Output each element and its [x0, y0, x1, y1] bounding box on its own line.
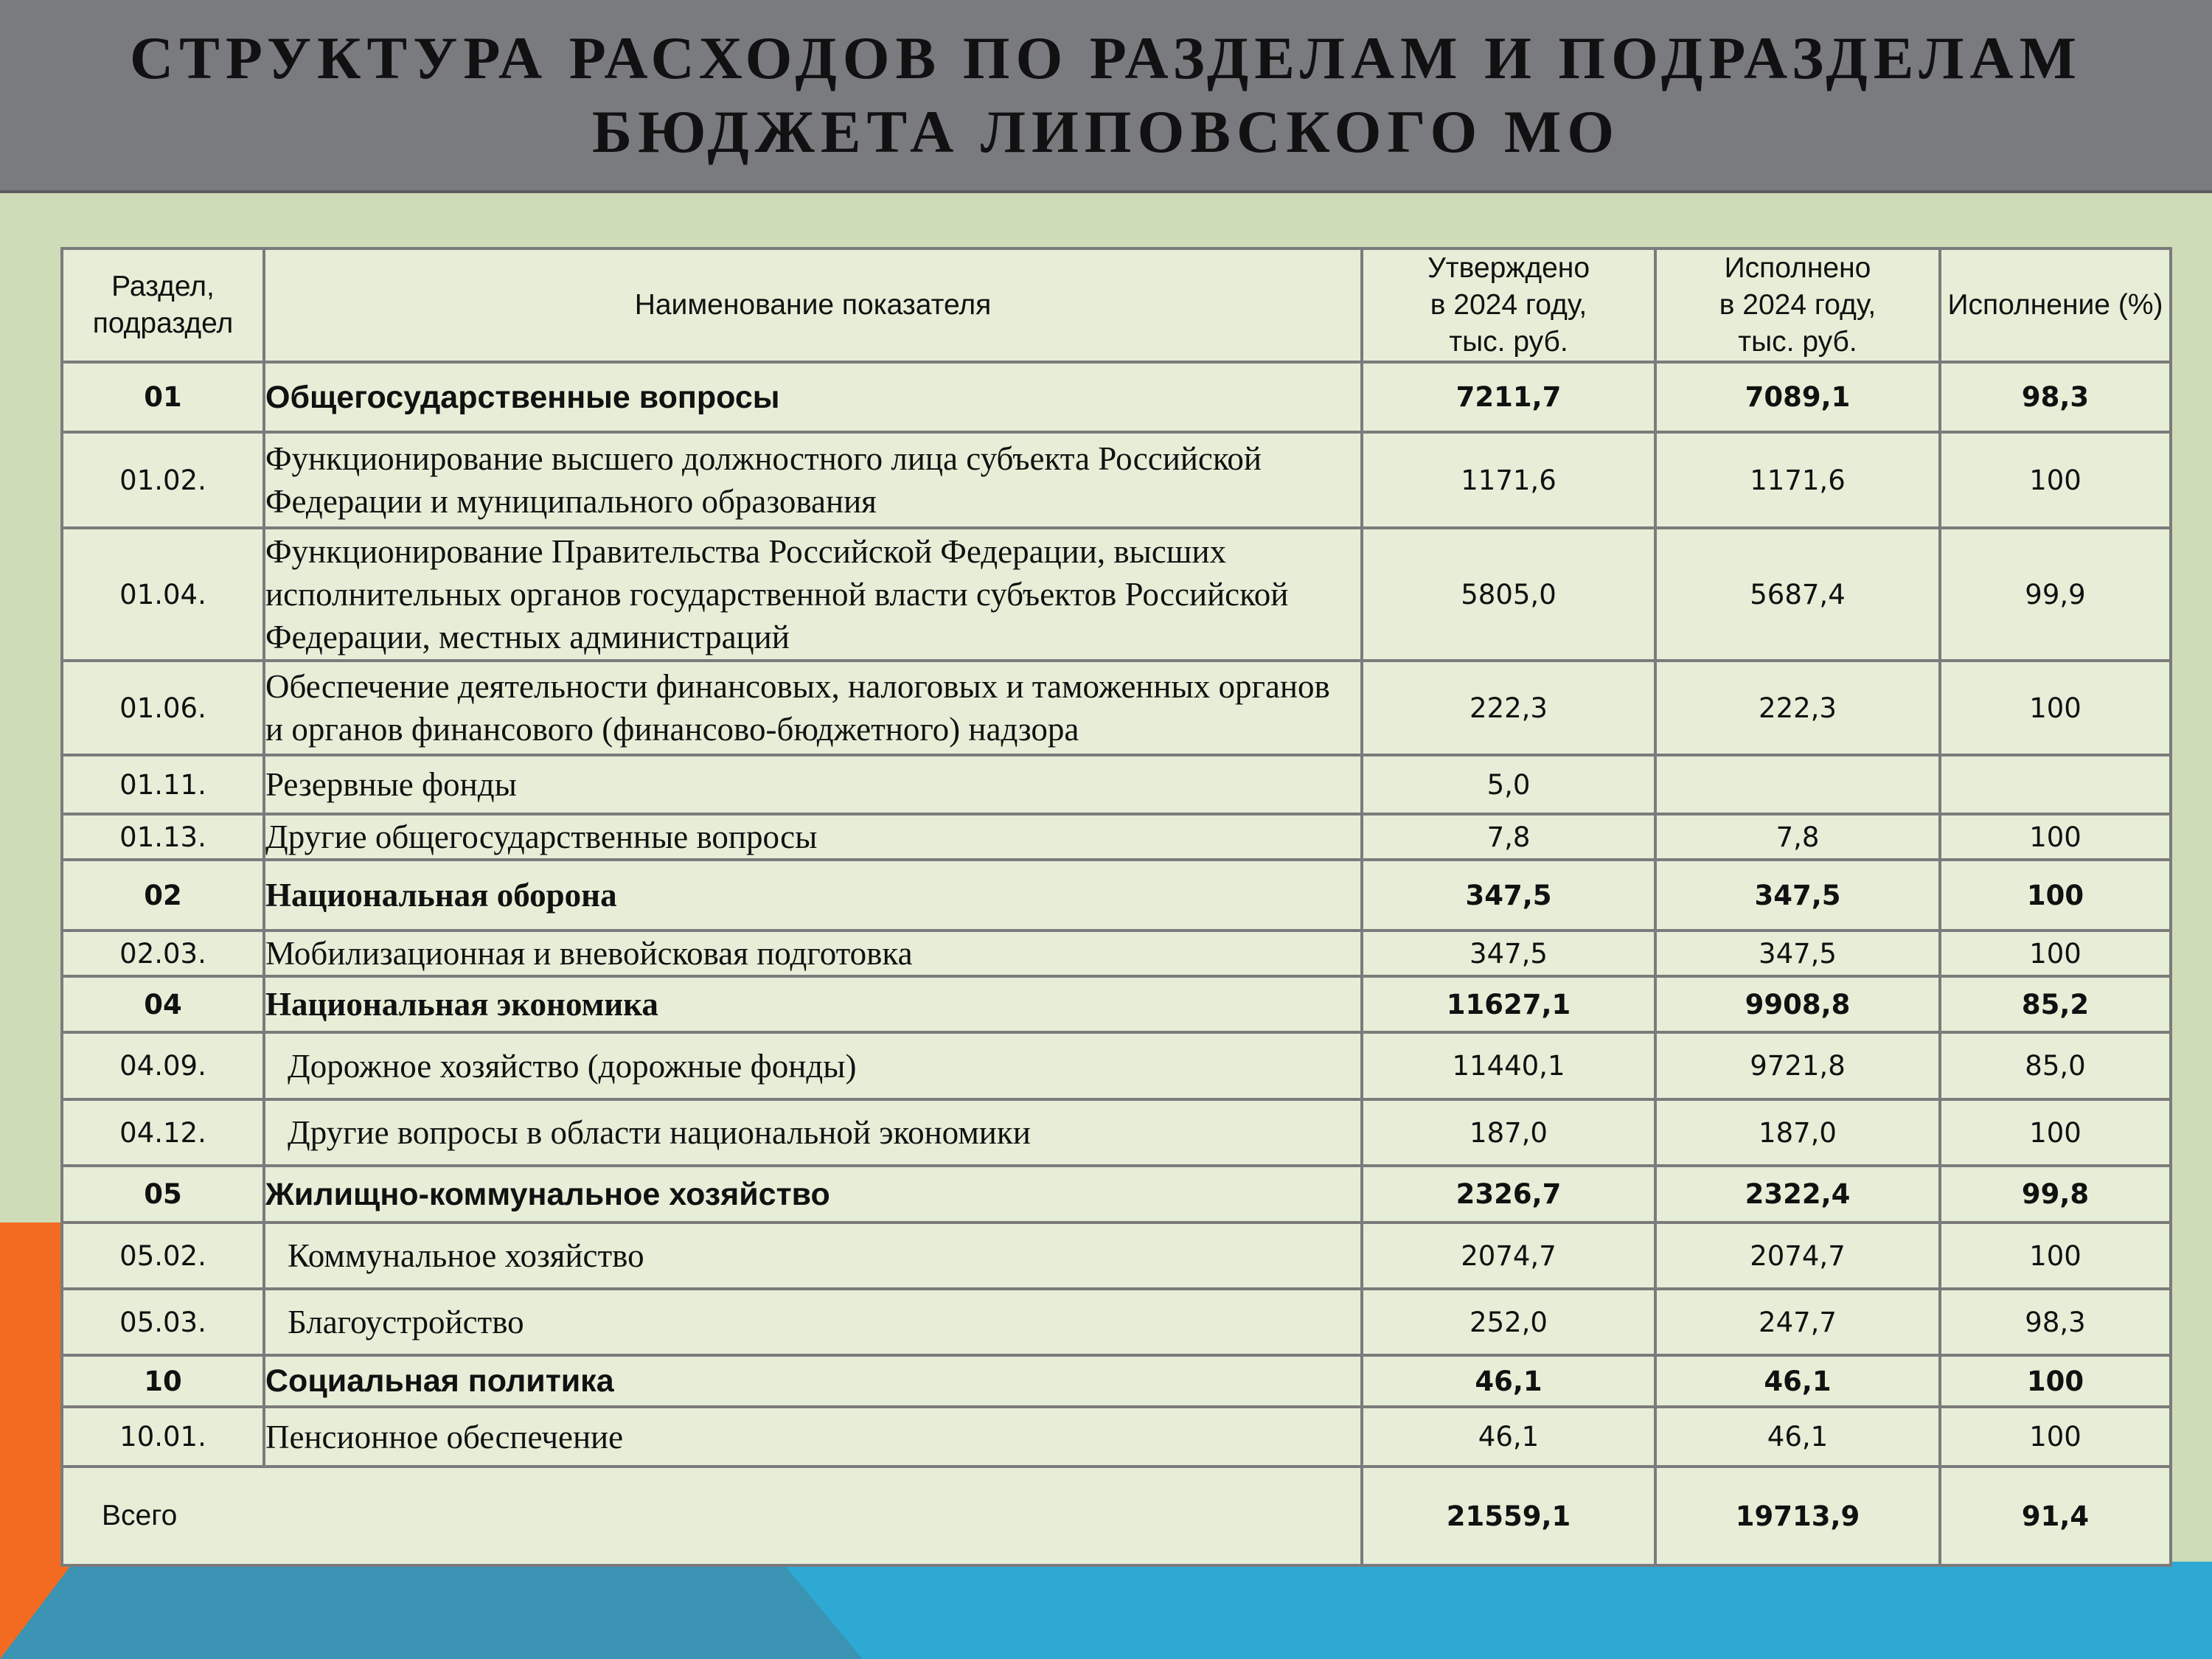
total-executed: 19713,9	[1655, 1467, 1940, 1565]
row-approved: 46,1	[1362, 1355, 1655, 1407]
row-executed: 2322,4	[1655, 1166, 1940, 1222]
row-percent: 98,3	[1940, 1289, 2171, 1355]
row-name: Функционирование высшего должностного лица субъекта Российской Федерации и муниципального образования	[264, 432, 1362, 528]
row-executed: 347,5	[1655, 860, 1940, 931]
row-name: Национальная экономика	[264, 976, 1362, 1032]
row-code: 02	[62, 860, 264, 931]
row-approved: 2326,7	[1362, 1166, 1655, 1222]
row-approved: 347,5	[1362, 860, 1655, 931]
header-name: Наименование показателя	[264, 248, 1362, 362]
row-executed: 1171,6	[1655, 432, 1940, 528]
row-percent: 100	[1940, 661, 2171, 755]
row-code: 01.06.	[62, 661, 264, 755]
row-executed: 2074,7	[1655, 1222, 1940, 1289]
budget-table	[60, 247, 2172, 1567]
row-code: 01.02.	[62, 432, 264, 528]
row-approved: 5,0	[1362, 755, 1655, 814]
table-row	[62, 1407, 2171, 1467]
row-percent: 85,0	[1940, 1032, 2171, 1099]
table-total-row	[62, 1467, 2171, 1565]
row-code: 01.11.	[62, 755, 264, 814]
row-name: Социальная политика	[264, 1355, 1362, 1407]
table-row	[62, 432, 2171, 528]
row-executed: 7,8	[1655, 814, 1940, 860]
row-percent: 100	[1940, 1355, 2171, 1407]
row-name: Пенсионное обеспечение	[264, 1407, 1362, 1467]
table-row	[62, 528, 2171, 661]
table-row	[62, 755, 2171, 814]
table-row	[62, 814, 2171, 860]
page-title-line-1: СТРУКТУРА РАСХОДОВ ПО РАЗДЕЛАМ И ПОДРАЗДЕЛАМ	[129, 24, 2083, 91]
table-header-row	[62, 248, 2171, 362]
row-code: 01.04.	[62, 528, 264, 661]
table-row	[62, 931, 2171, 976]
row-executed: 187,0	[1655, 1099, 1940, 1166]
row-executed: 5687,4	[1655, 528, 1940, 661]
total-approved: 21559,1	[1362, 1467, 1655, 1565]
row-code: 05.02.	[62, 1222, 264, 1289]
row-name: Жилищно-коммунальное хозяйство	[264, 1166, 1362, 1222]
row-approved: 347,5	[1362, 931, 1655, 976]
row-code: 04	[62, 976, 264, 1032]
page-title-line-2: БЮДЖЕТА ЛИПОВСКОГО МО	[591, 98, 1621, 165]
row-percent: 98,3	[1940, 362, 2171, 432]
row-name: Мобилизационная и вневойсковая подготовка	[264, 931, 1362, 976]
row-code: 02.03.	[62, 931, 264, 976]
table-row	[62, 1099, 2171, 1166]
header-executed: Исполнено в 2024 году, тыс. руб.	[1655, 248, 1940, 362]
row-executed: 247,7	[1655, 1289, 1940, 1355]
row-executed: 9908,8	[1655, 976, 1940, 1032]
row-executed: 9721,8	[1655, 1032, 1940, 1099]
header-approved: Утверждено в 2024 году, тыс. руб.	[1362, 248, 1655, 362]
row-name: Другие общегосударственные вопросы	[264, 814, 1362, 860]
row-executed: 7089,1	[1655, 362, 1940, 432]
row-executed: 347,5	[1655, 931, 1940, 976]
row-percent: 99,9	[1940, 528, 2171, 661]
row-percent: 99,8	[1940, 1166, 2171, 1222]
row-name: Обеспечение деятельности финансовых, налоговых и таможенных органов и органов финансового (финансово-бюджетного) надзора	[264, 661, 1362, 755]
row-code: 05	[62, 1166, 264, 1222]
table-row	[62, 362, 2171, 432]
row-approved: 252,0	[1362, 1289, 1655, 1355]
table-row	[62, 1355, 2171, 1407]
row-name: Резервные фонды	[264, 755, 1362, 814]
row-code: 01	[62, 362, 264, 432]
row-approved: 187,0	[1362, 1099, 1655, 1166]
row-approved: 2074,7	[1362, 1222, 1655, 1289]
table-row	[62, 1166, 2171, 1222]
row-percent	[1940, 755, 2171, 814]
row-name: Дорожное хозяйство (дорожные фонды)	[264, 1032, 1362, 1099]
row-approved: 11627,1	[1362, 976, 1655, 1032]
background-dark-blue-band	[0, 1562, 885, 1659]
row-code: 01.13.	[62, 814, 264, 860]
budget-table-wrapper	[60, 247, 2169, 1567]
row-approved: 222,3	[1362, 661, 1655, 755]
row-percent: 100	[1940, 931, 2171, 976]
row-approved: 46,1	[1362, 1407, 1655, 1467]
table-row	[62, 661, 2171, 755]
row-percent: 100	[1940, 860, 2171, 931]
row-executed: 46,1	[1655, 1407, 1940, 1467]
table-row	[62, 860, 2171, 931]
row-executed: 46,1	[1655, 1355, 1940, 1407]
row-name: Другие вопросы в области национальной экономики	[264, 1099, 1362, 1166]
row-percent: 100	[1940, 1222, 2171, 1289]
row-executed	[1655, 755, 1940, 814]
row-percent: 100	[1940, 814, 2171, 860]
row-code: 10	[62, 1355, 264, 1407]
row-approved: 7211,7	[1362, 362, 1655, 432]
row-name: Благоустройство	[264, 1289, 1362, 1355]
table-row	[62, 976, 2171, 1032]
total-percent: 91,4	[1940, 1467, 2171, 1565]
table-row	[62, 1222, 2171, 1289]
row-executed: 222,3	[1655, 661, 1940, 755]
row-percent: 85,2	[1940, 976, 2171, 1032]
total-label: Всего	[62, 1467, 1362, 1565]
table-row	[62, 1289, 2171, 1355]
row-percent: 100	[1940, 1407, 2171, 1467]
row-approved: 5805,0	[1362, 528, 1655, 661]
title-bar	[0, 0, 2212, 193]
table-row	[62, 1032, 2171, 1099]
header-percent: Исполнение (%)	[1940, 248, 2171, 362]
row-name: Коммунальное хозяйство	[264, 1222, 1362, 1289]
row-percent: 100	[1940, 1099, 2171, 1166]
row-name: Общегосударственные вопросы	[264, 362, 1362, 432]
row-approved: 1171,6	[1362, 432, 1655, 528]
row-code: 04.12.	[62, 1099, 264, 1166]
header-code: Раздел, подраздел	[62, 248, 264, 362]
row-approved: 11440,1	[1362, 1032, 1655, 1099]
row-percent: 100	[1940, 432, 2171, 528]
row-approved: 7,8	[1362, 814, 1655, 860]
row-code: 05.03.	[62, 1289, 264, 1355]
row-code: 04.09.	[62, 1032, 264, 1099]
row-name: Функционирование Правительства Российской Федерации, высших исполнительных органов государственной власти субъектов Российской Федерации, местных администраций	[264, 528, 1362, 661]
row-name: Национальная оборона	[264, 860, 1362, 931]
row-code: 10.01.	[62, 1407, 264, 1467]
